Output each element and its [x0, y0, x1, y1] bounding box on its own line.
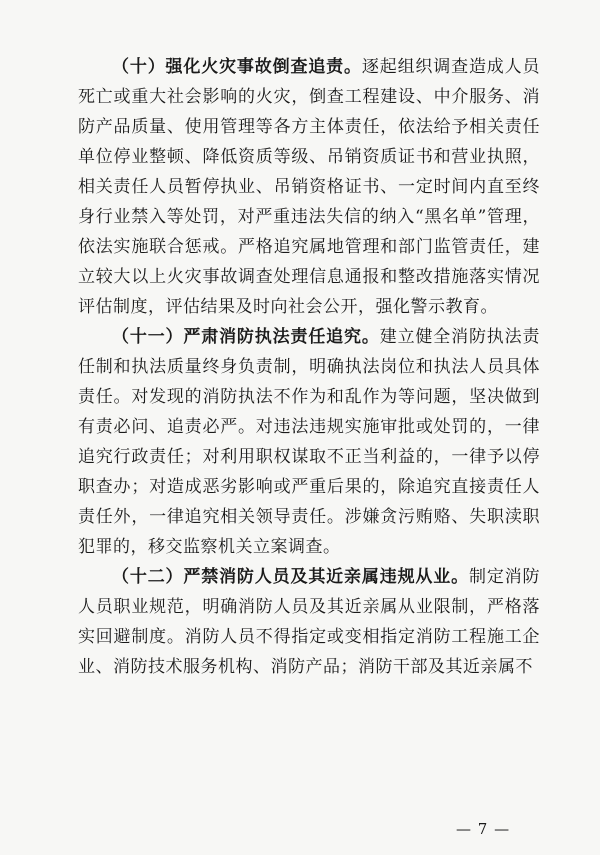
paragraph-text: 逐起组织调查造成人员死亡或重大社会影响的火灾，倒查工程建设、中介服务、消防产品质量、使用管理等各方主体责任，依法给予相关责任单位停业整顿、降低资质等级、吊销资质证书和营业执照，相关责任人员暂停执业、吊销资格证书、一定时间内直至终身行业禁入等处罚，对严重违法失信的纳入“黑名单”管理，依法实施联合惩戒。严格追究属地管理和部门监管责任，建立较大以上火灾事故调查处理信息通报和整改措施落实情况评估制度，评估结果及时向社会公开，强化警示教育。 — [78, 57, 541, 317]
paragraph-heading: （十一）严肃消防执法责任追究。 — [112, 327, 380, 347]
paragraph-text: 制定消防人员职业规范，明确消防人员及其近亲属从业限制，严格落实回避制度。消防人员不得指定或变相指定消防工程施工企业、消防技术服务机构、消防产品；消防干部及其近亲属不 — [78, 567, 541, 677]
paragraph-10 — [78, 52, 540, 322]
paragraph-text: 建立健全消防执法责任制和执法质量终身负责制，明确执法岗位和执法人员具体责任。对发现的消防执法不作为和乱作为等问题，坚决做到有责必问、追责必严。对违法违规实施审批或处罚的，一律追究行政责任；对利用职权谋取不正当利益的，一律予以停职查办；对造成恶劣影响或严重后果的，除追究直接责任人责任外，一律追究相关领导责任。涉嫌贪污贿赂、失职渎职犯罪的，移交监察机关立案调查。 — [78, 327, 541, 557]
paragraph-heading: （十）强化火灾事故倒查追责。 — [112, 57, 362, 77]
paragraph-12 — [78, 562, 540, 682]
page-number: — 7 — — [456, 820, 511, 838]
paragraph-11 — [78, 322, 540, 562]
paragraph-heading: （十二）严禁消防人员及其近亲属违规从业。 — [112, 567, 469, 587]
document-body — [78, 52, 540, 682]
